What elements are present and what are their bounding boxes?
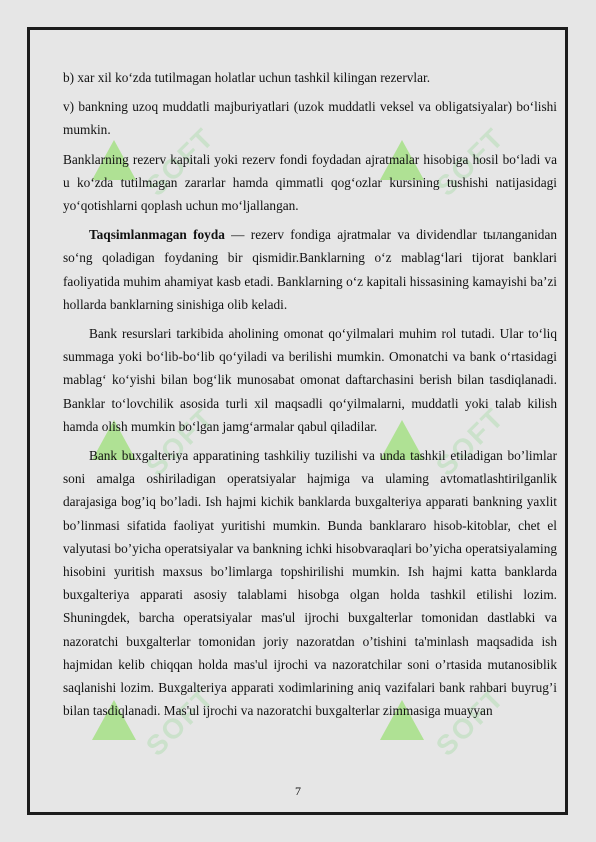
paragraph: v) bankning uzoq muddatli majburiyatlari (uzok muddatli veksel va obligatsiyalar) bo‘lishi mumkin.: [63, 99, 557, 138]
watermark-text: SOFT: [430, 121, 511, 202]
watermark-text: SOFT: [140, 681, 221, 762]
watermark-text: SOFT: [140, 121, 221, 202]
watermark-text: SOFT: [140, 401, 221, 482]
paragraph: [63, 223, 557, 316]
watermark-text: SOFT: [430, 681, 511, 762]
paragraph: b) xar xil ko‘zda tutilmagan holatlar uchun tashkil kilingan rezervlar.: [63, 70, 431, 85]
paragraph: Bank buxgalteriya apparatining tashkiliy tuzilishi va unda tashkil etiladigan bo’limlar soni amalga oshiriladigan operatsiyalar hajmiga va ulaming avtomatlashtirilganlik darajasiga bog’iq bo’ladi. Ish hajmi kichik banklarda buxgalteriya apparati bankning yaxlit bo’linmasi sifatida faoliyat yuritishi mumkin. Bunda banklararo hisob-kitoblar, chet el valyutasi bo’yicha operatsiyalar va bankning ichki hisobvaraqlari bo’yicha operatsiyalaming hisobini yuritish maxsus bo’limlarga topshirilishi mumkin. Ish hajmi katta banklarda buxgalteriya apparati asosiy talablami hisobga olgan holda tashkil etilishi lozim. Shuningdek, barcha operatsiyalar mas'ul ijrochi buxgalterlar tomonidan dastlabki va nazoratchi buxgalterlar tomonidan joriy nazoratdan o’tishini ta'minlash maqsadida ish hajmidan kelib chiqqan holda mas'ul ijrochi va nazoratchilar soni o’rtasida mutanosiblik saqlanishi lozim. Buxgalteriya apparati xodimlarining aniq vazifalari bank rahbari buyrug’i bilan tasdiqlanadi. Mas'ul ijrochi va nazoratchi buxgalterlar zimmasiga muayyan: [63, 448, 557, 719]
paragraph-text: — rezerv fondiga ajratmalar va dividendlar tылanganidan so‘ng qoladigan foydaning bir qismidir.Banklarning o‘z mablag‘lari tijorat banklari faoliyatida muhim ahamiyat kasb etadi. Banklarning o‘z kapitali hissasining kamayishi ba’zi hollarda banklarning sinishiga olib keladi.: [63, 227, 558, 312]
body-text: [63, 66, 557, 728]
page-number: 7: [295, 784, 301, 798]
paragraph: Bank resurslari tarkibida aholining omonat qo‘yilmalari muhim rol tutadi. Ular to‘liq summaga yoki bo‘lib-bo‘lib qo‘yiladi va berilishi mumkin. Omonatchi va bank o‘rtasidagi mablag‘ ko‘yishi bilan bog‘lik munosabat omonat daftarchasini berish bilan tasdiqlanadi. Banklar to‘lovchilik asosida turli xil maqsadli qo‘yilmalarni, muddatli yoki talab kilish hamda olish mumkin bo‘lgan jamg‘armalar qabul qiladilar.: [63, 326, 557, 434]
watermark-text: SOFT: [430, 401, 511, 482]
bold-term: Taqsimlanmagan foyda: [89, 227, 225, 243]
paragraph: Banklarning rezerv kapitali yoki rezerv fondi foydadan ajratmalar hisobiga hosil bo‘ladi va u ko‘zda tutilmagan zararlar hamda qimmatli qog‘ozlar kursining tushishi natijasidagi yo‘qotishlarni qoplash uchun mo‘ljallangan.: [63, 151, 557, 214]
